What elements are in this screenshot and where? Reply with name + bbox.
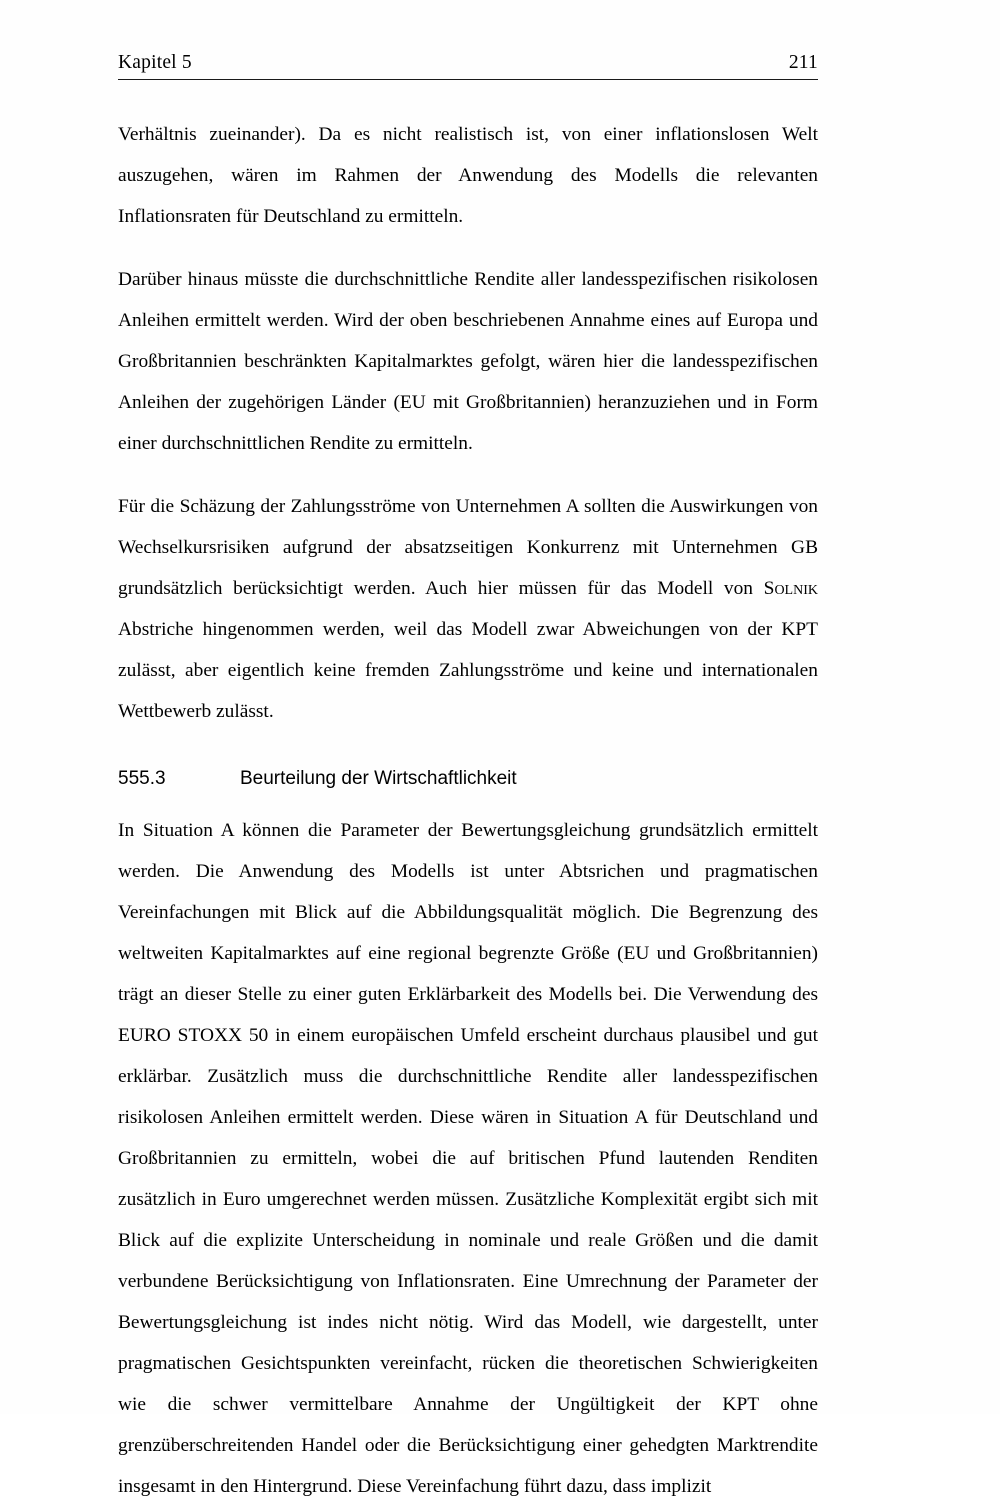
header-page-number: 211	[788, 52, 818, 73]
section-title: Beurteilung der Wirtschaftlichkeit	[240, 768, 517, 789]
body-paragraph: Verhältnis zueinander). Da es nicht realistisch ist, von einer inflationslosen Welt auszugehen, wären im Rahmen der Anwendung des Modells die relevanten Inflationsraten für Deutschland zu ermitteln.	[118, 124, 818, 227]
body-paragraph: Darüber hinaus müsste die durchschnittliche Rendite aller landesspezifischen risikolosen Anleihen ermittelt werden. Wird der oben beschriebenen Annahme eines auf Europa und Großbritannien beschränkten Kapitalmarktes gefolgt, wären hier die landesspezifischen Anleihen der zugehörigen Länder (EU mit Großbritannien) heranzuziehen und in Form einer durchschnittlichen Rendite zu ermitteln.	[118, 269, 818, 454]
section-heading	[118, 768, 818, 790]
page-header	[118, 52, 818, 80]
body-paragraph-final: In Situation A können die Parameter der Bewertungsgleichung grundsätzlich ermittelt werden. Die Anwendung des Modells ist unter Abtsrichen und pragmatischen Vereinfachungen mit Blick auf die Abbildungsqualität möglich. Die Begrenzung des weltweiten Kapitalmarktes auf eine regional begrenzte Größe (EU und Großbritannien) trägt an dieser Stelle zu einer guten Erklärbarkeit des Modells bei. Die Verwendung des EURO STOXX 50 in einem europäischen Umfeld erscheint durchaus plausibel und gut erklärbar. Zusätzlich muss die durchschnittliche Rendite aller landesspezifischen risikolosen Anleihen ermittelt werden. Diese wären in Situation A für Deutschland und Großbritannien zu ermitteln, wobei die auf britischen Pfund lautenden Renditen zusätzlich in Euro umgerechnet werden müssen. Zusätzliche Komplexität ergibt sich mit Blick auf die explizite Unterscheidung in nominale und reale Größen und die damit verbundene Berücksichtigung von Inflationsraten. Eine Umrechnung der Parameter der Bewertungsgleichung ist indes nicht nötig. Wird das Modell, wie dargestellt, unter pragmatischen Gesichtspunkten vereinfacht, rücken die theoretischen Schwierigkeiten wie die schwer vermittelbare Annahme der Ungültigkeit der KPT ohne grenzüberschreitenden Handel oder die Berücksichtigung einer gehedgten Marktrendite insgesamt in den Hintergrund. Diese Vereinfachung führt dazu, dass implizit	[118, 820, 818, 1497]
section-number: 555.3	[118, 768, 166, 789]
header-chapter-label: Kapitel 5	[118, 52, 192, 73]
paragraph-text-before: Für die Schäzung der Zahlungsströme von Unternehmen A sollten die Auswirkungen von Wechselkursrisiken aufgrund der absatzseitigen Konkurrenz mit Unternehmen GB grundsätzlich berücksichtigt werden. Auch hier müssen für das Modell von	[118, 496, 818, 599]
page-content	[118, 52, 818, 1507]
body-paragraph-solnik	[118, 486, 818, 732]
paragraph-text-after: Abstriche hingenommen werden, weil das Modell zwar Abweichungen von der KPT zulässt, aber eigentlich keine fremden Zahlungsströme und keine und internationalen Wettbewerb zulässt.	[118, 619, 818, 722]
author-name-smallcaps: Solnik	[763, 578, 818, 599]
